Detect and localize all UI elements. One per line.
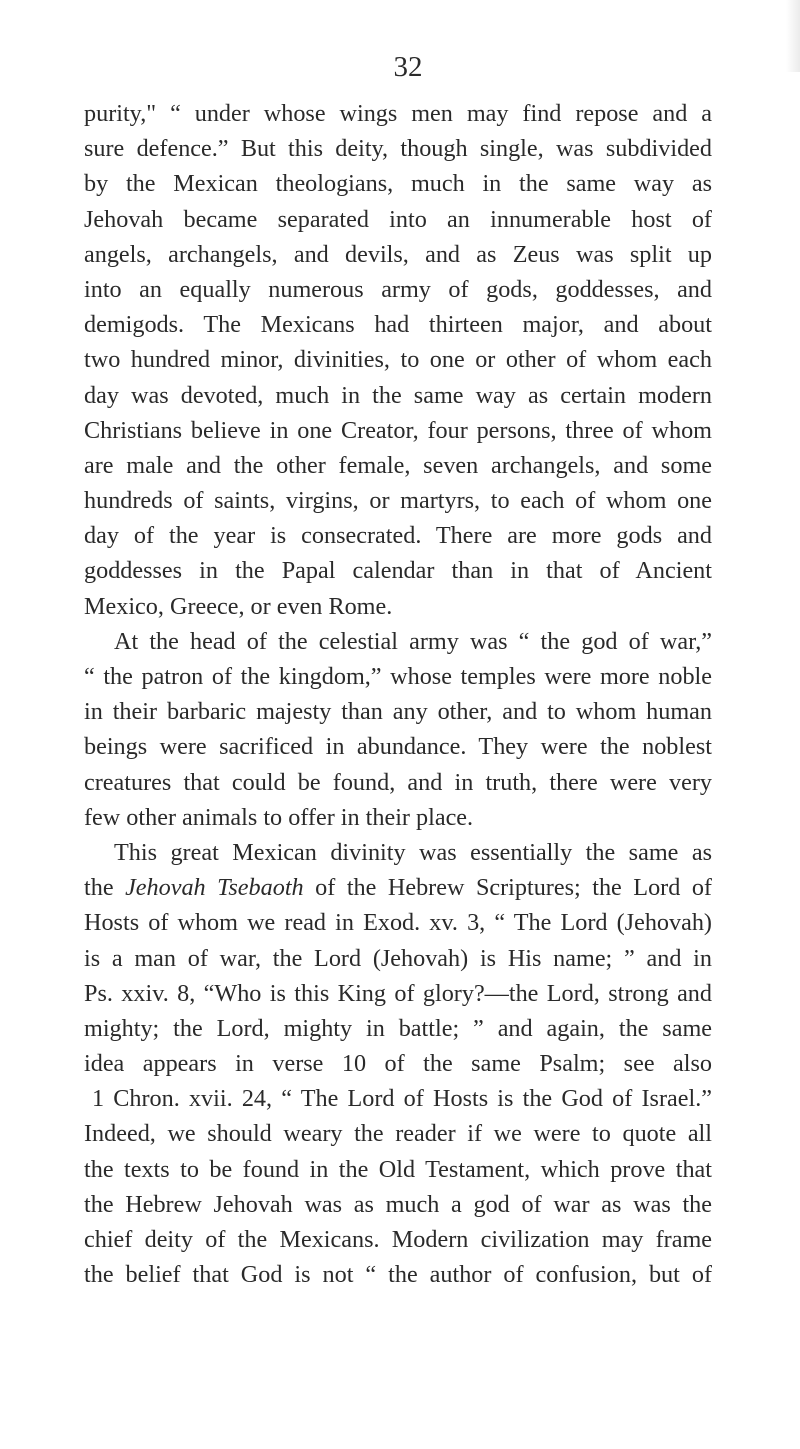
text-line: chief deity of the Mexicans. Modern civilization may frame bbox=[84, 1226, 712, 1253]
page-number: 32 bbox=[393, 51, 423, 83]
text-line: two hundred minor, divinities, to one or other of whom each bbox=[84, 346, 712, 374]
text-line: the Hebrew Jehovah was as much a god of war as was the bbox=[84, 1190, 712, 1218]
text-line: Jehovah became separated into an innumerable host of bbox=[84, 205, 712, 233]
text-line: Christians believe in one Creator, four persons, three of whom bbox=[84, 416, 712, 444]
text-line: are male and the other female, seven archangels, and some bbox=[84, 451, 712, 479]
text-line-with-italic bbox=[84, 870, 712, 905]
text-line: 1 Chron. xvii. 24, “ The Lord of Hosts is the God of Israel.” bbox=[92, 1085, 712, 1113]
paragraph-end-line: Mexico, Greece, or even Rome. bbox=[84, 592, 393, 620]
text-line: by the Mexican theologians, much in the same way as bbox=[84, 170, 712, 198]
body-text bbox=[84, 96, 712, 1292]
text-line: demigods. The Mexicans had thirteen major, and about bbox=[84, 311, 712, 339]
text-line: into an equally numerous army of gods, goddesses, and bbox=[84, 275, 712, 303]
text-span: the bbox=[84, 874, 126, 902]
text-line: creatures that could be found, and in truth, there were very bbox=[84, 768, 712, 796]
text-line: in their barbaric majesty than any other, and to whom human bbox=[84, 698, 712, 726]
text-line: goddesses in the Papal calendar than in that of Ancient bbox=[84, 557, 712, 585]
page-edge-shadow bbox=[786, 0, 800, 72]
paragraph-start-line: This great Mexican divinity was essentially the same as bbox=[114, 838, 712, 866]
text-line: angels, archangels, and devils, and as Zeus was split up bbox=[84, 240, 712, 268]
text-line: the belief that God is not “ the author of confusion, but of bbox=[84, 1261, 712, 1289]
text-line: Hosts of whom we read in Exod. xv. 3, “ The Lord (Jehovah) bbox=[84, 909, 712, 937]
text-line: beings were sacrificed in abundance. They were the noblest bbox=[84, 733, 712, 761]
text-line: Ps. xxiv. 8, “Who is this King of glory?—the Lord, strong and bbox=[84, 979, 712, 1007]
text-line: day of the year is consecrated. There are more gods and bbox=[84, 522, 712, 550]
text-line: Indeed, we should weary the reader if we were to quote all bbox=[84, 1120, 712, 1148]
text-span: of the Hebrew Scriptures; the Lord of bbox=[303, 874, 712, 902]
italic-term: Jehovah Tsebaoth bbox=[125, 874, 304, 902]
text-line: is a man of war, the Lord (Jehovah) is His name; ” and in bbox=[84, 944, 712, 972]
paragraph-start-line: At the head of the celestial army was “ the god of war,” bbox=[114, 627, 712, 655]
text-line: mighty; the Lord, mighty in battle; ” and again, the same bbox=[84, 1014, 712, 1042]
text-line: “ the patron of the kingdom,” whose temples were more noble bbox=[84, 663, 712, 690]
text-line: sure defence.” But this deity, though single, was subdivided bbox=[84, 135, 712, 163]
paragraph-end-line: few other animals to offer in their place. bbox=[84, 803, 474, 831]
text-line: hundreds of saints, virgins, or martyrs, to each of whom one bbox=[84, 487, 712, 515]
text-line: idea appears in verse 10 of the same Psalm; see also bbox=[84, 1050, 712, 1078]
text-line: the texts to be found in the Old Testament, which prove that bbox=[84, 1155, 712, 1183]
text-line: day was devoted, much in the same way as certain modern bbox=[84, 381, 712, 409]
text-line: purity," “ under whose wings men may find repose and a bbox=[84, 100, 712, 127]
